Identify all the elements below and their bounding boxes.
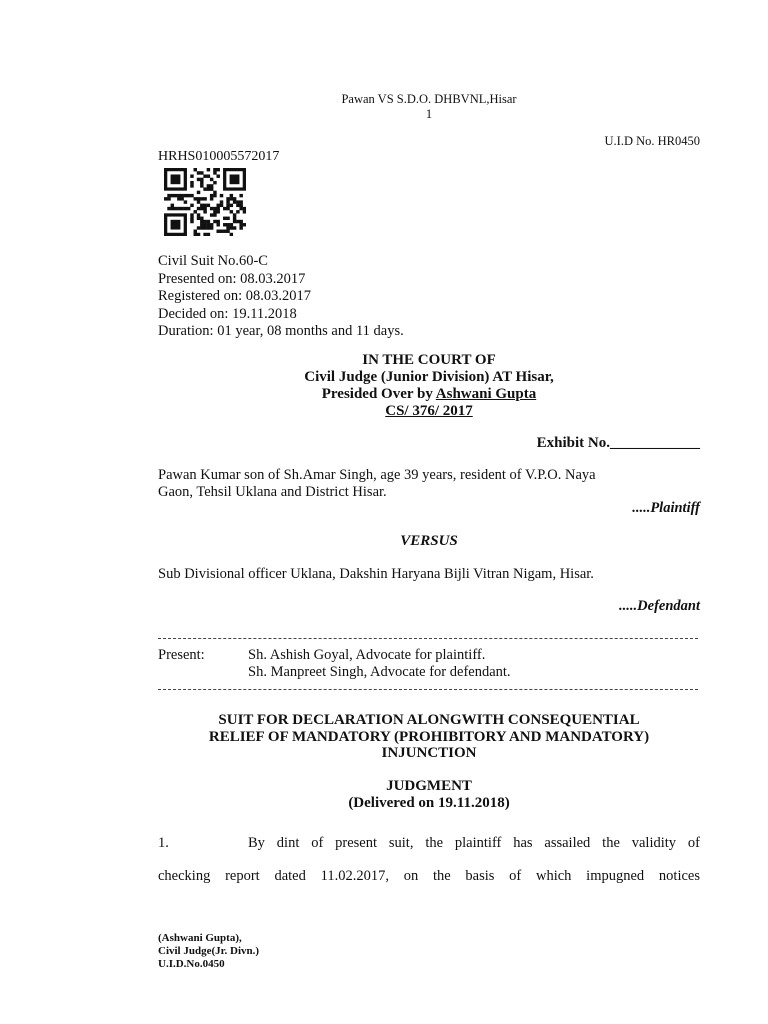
qr-code-icon (164, 168, 246, 236)
registered-date: Registered on: 08.03.2017 (158, 288, 312, 304)
suit-number: Civil Suit No.60-C (158, 253, 268, 269)
judgment-title: JUDGMENT (386, 778, 472, 794)
decided-date: Decided on: 19.11.2018 (158, 305, 297, 322)
uid-number: U.I.D No. HR0450 (604, 134, 700, 148)
defendant-description: Sub Divisional officer Uklana, Dakshin Haryana Bijli Vitran Nigam, Hisar. (158, 566, 594, 582)
signature-designation: Civil Judge(Jr. Divn.) (158, 945, 260, 957)
present-plaintiff-counsel: Sh. Ashish Goyal, Advocate for plaintiff. (248, 647, 486, 663)
presented-date: Presented on: 08.03.2017 (158, 270, 306, 287)
exhibit-label: Exhibit No.____________ (536, 435, 700, 451)
case-number: CS/ 376/ 2017 (385, 403, 473, 419)
plaintiff-line-2: Gaon, Tehsil Uklana and District Hisar. (158, 484, 387, 500)
court-line-1: IN THE COURT OF (362, 352, 496, 368)
suit-title-line-3: INJUNCTION (381, 745, 477, 761)
case-info (158, 253, 404, 341)
suit-title-line-2: RELIEF OF MANDATORY (PROHIBITORY AND MANDATORY) (208, 729, 650, 745)
paragraph-line-2: checking report dated 11.02.2017, on the basis of which impugned notices (158, 868, 700, 884)
page-number: 1 (425, 107, 433, 121)
defendant-role: .....Defendant (619, 598, 700, 614)
cnr-number: HRHS010005572017 (158, 149, 280, 164)
plaintiff-role: .....Plaintiff (632, 500, 700, 516)
signature-block (158, 932, 259, 971)
judge-name: Ashwani Gupta (435, 386, 537, 402)
presided-over (0, 386, 768, 403)
plaintiff-line-1: Pawan Kumar son of Sh.Amar Singh, age 39 years, resident of V.P.O. Naya (158, 467, 596, 483)
divider-top (158, 638, 698, 639)
versus-label: VERSUS (400, 533, 458, 549)
running-title: Pawan VS S.D.O. DHBVNL,Hisar (341, 92, 517, 106)
presided-prefix: Presided Over by (321, 386, 436, 402)
signature-uid: U.I.D.No.0450 (158, 958, 225, 970)
paragraph-line-1: By dint of present suit, the plaintiff has assailed the validity of (248, 835, 700, 851)
suit-title-line-1: SUIT FOR DECLARATION ALONGWITH CONSEQUENTIAL (218, 712, 640, 728)
judgment-delivered: (Delivered on 19.11.2018) (348, 795, 510, 811)
court-line-2: Civil Judge (Junior Division) AT Hisar, (304, 369, 554, 385)
paragraph-number: 1. (158, 835, 169, 851)
divider-bottom (158, 689, 698, 690)
present-label: Present: (158, 647, 205, 663)
duration: Duration: 01 year, 08 months and 11 days. (158, 323, 404, 339)
signature-name: (Ashwani Gupta), (158, 932, 242, 944)
present-defendant-counsel: Sh. Manpreet Singh, Advocate for defendant. (248, 664, 511, 680)
